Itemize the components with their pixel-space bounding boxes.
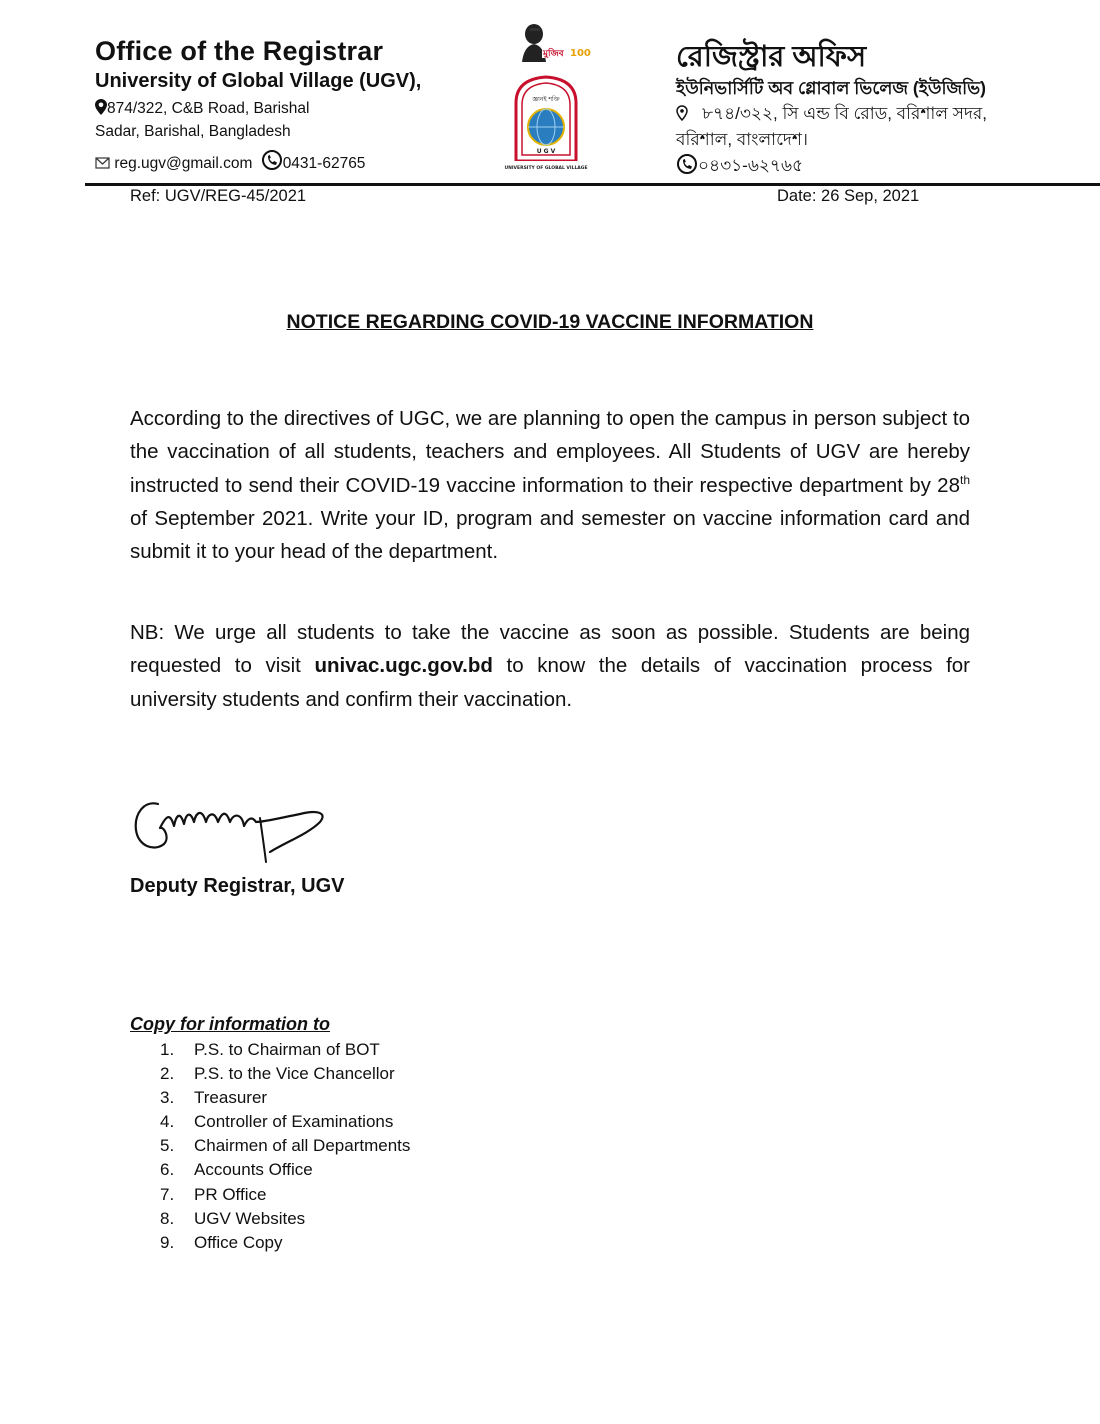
vaccination-website-link[interactable]: univac.ugc.gov.bd bbox=[314, 654, 493, 678]
address-line-2-bn: বরিশাল, বাংলাদেশ। bbox=[676, 130, 808, 149]
list-item bbox=[160, 1038, 410, 1062]
list-item bbox=[160, 1062, 410, 1086]
list-item-number: 6. bbox=[160, 1160, 175, 1180]
svg-text:100: 100 bbox=[570, 48, 591, 59]
list-item-number: 8. bbox=[160, 1208, 175, 1228]
address-text-1: 874/322, C&B Road, Barishal bbox=[107, 100, 310, 117]
list-item-text: PR Office bbox=[194, 1184, 267, 1204]
address-line-1 bbox=[95, 99, 309, 118]
list-item-text: Chairmen of all Departments bbox=[194, 1136, 411, 1156]
list-item bbox=[160, 1231, 410, 1255]
address-text-1-bn: ৮৭৪/৩২২, সি এন্ড বি রোড, বরিশাল সদর, bbox=[702, 104, 987, 123]
notice-paragraph-2 bbox=[130, 616, 970, 716]
notice-title: NOTICE REGARDING COVID-19 VACCINE INFORMATION bbox=[286, 311, 814, 333]
list-item-text: UGV Websites bbox=[194, 1208, 306, 1228]
svg-text:U G V: U G V bbox=[536, 148, 556, 155]
list-item-number: 4. bbox=[160, 1112, 175, 1132]
signatory-title: Deputy Registrar, UGV bbox=[130, 875, 345, 897]
list-item bbox=[160, 1183, 410, 1207]
svg-text:জ্ঞানই শক্তি: জ্ঞানই শক্তি bbox=[532, 96, 560, 103]
list-item bbox=[160, 1086, 410, 1110]
list-item-number: 1. bbox=[160, 1040, 175, 1059]
address-line-2: Sadar, Barishal, Bangladesh bbox=[95, 123, 291, 140]
phone-icon bbox=[676, 154, 698, 174]
list-item bbox=[160, 1207, 410, 1231]
list-item-number: 5. bbox=[160, 1136, 175, 1156]
svg-text:UNIVERSITY OF GLOBAL VILLAGE: UNIVERSITY OF GLOBAL VILLAGE bbox=[504, 166, 588, 171]
header-divider bbox=[85, 183, 1100, 186]
copy-heading: Copy for information to bbox=[130, 1014, 330, 1034]
phone-text: 0431-62765 bbox=[282, 155, 366, 172]
list-item-number: 9. bbox=[160, 1232, 175, 1252]
university-name: University of Global Village (UGV), bbox=[95, 70, 422, 92]
para2-text-a: NB: We urge all students to take the vaccine as soon as possible. Students are being requested to visit bbox=[130, 621, 970, 678]
address-line-1-bn bbox=[676, 101, 987, 129]
list-item-number: 7. bbox=[160, 1184, 175, 1204]
list-item-text: Controller of Examinations bbox=[194, 1112, 394, 1132]
list-item-text: Office Copy bbox=[194, 1232, 283, 1252]
reference-number: Ref: UGV/REG-45/2021 bbox=[130, 187, 307, 205]
notice-paragraph-1 bbox=[130, 402, 970, 568]
notice-date: Date: 26 Sep, 2021 bbox=[777, 187, 920, 205]
list-item-text: Accounts Office bbox=[194, 1160, 313, 1180]
location-pin-icon bbox=[95, 99, 107, 115]
list-item bbox=[160, 1158, 410, 1182]
list-item-text: P.S. to Chairman of BOT bbox=[194, 1040, 380, 1059]
mujib-100-logo bbox=[512, 18, 591, 64]
list-item-text: P.S. to the Vice Chancellor bbox=[194, 1064, 395, 1084]
location-pin-icon bbox=[676, 105, 688, 121]
office-title-bn: রেজিস্ট্রার অফিস bbox=[676, 41, 867, 73]
list-item-number: 3. bbox=[160, 1088, 175, 1108]
handwritten-signature bbox=[130, 782, 340, 873]
phone-icon bbox=[261, 150, 283, 170]
para1-text-a: According to the directives of UGC, we are planning to open the campus in person subject to the vaccination of all students, teachers and employees. All Students of UGV are hereby instructed to send their COVID-19 vaccine information to their respective department by 28 bbox=[130, 407, 970, 497]
list-item-number: 2. bbox=[160, 1064, 175, 1084]
university-name-bn: ইউনিভার্সিটি অব গ্লোবাল ভিলেজ (ইউজিভি) bbox=[676, 78, 987, 98]
office-title: Office of the Registrar bbox=[95, 36, 384, 66]
email-text: reg.ugv@gmail.com bbox=[114, 155, 253, 172]
email-icon bbox=[95, 156, 110, 170]
phone-text-bn: ০৪৩১-৬২৭৬৫ bbox=[698, 156, 804, 175]
contact-line bbox=[95, 150, 365, 173]
ugv-logo bbox=[504, 75, 588, 173]
copy-recipients-list bbox=[160, 1038, 410, 1255]
list-item-text: Treasurer bbox=[194, 1088, 268, 1108]
para1-superscript: th bbox=[959, 472, 970, 487]
svg-text:মুজিব: মুজিব bbox=[543, 49, 564, 59]
list-item bbox=[160, 1134, 410, 1158]
contact-line-bn bbox=[676, 153, 803, 181]
para1-text-b: of September 2021. Write your ID, program and semester on vaccine information card and submit it to your head of the department. bbox=[130, 506, 970, 564]
list-item bbox=[160, 1110, 410, 1134]
para2-text-b: to know the details of vaccination process for university students and confirm their vaccination. bbox=[130, 654, 970, 711]
